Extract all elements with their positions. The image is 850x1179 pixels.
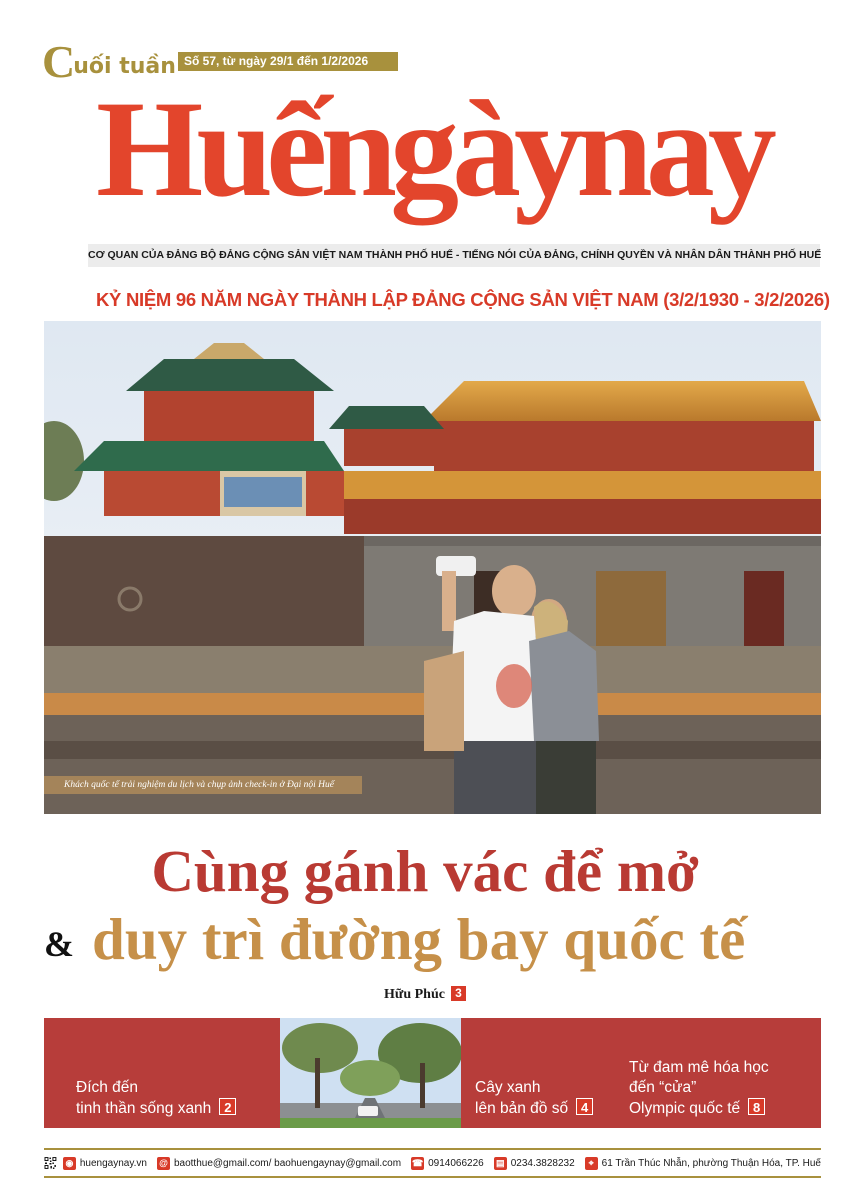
tree-lined-street-image — [280, 1018, 461, 1128]
location-icon: ⌖ — [585, 1157, 598, 1170]
teaser-title-line: đến “cửa” — [629, 1079, 697, 1096]
at-icon: @ — [157, 1157, 170, 1170]
byline — [0, 986, 850, 1004]
footer-divider — [44, 1148, 821, 1150]
phone-number[interactable]: 0914066226 — [428, 1157, 484, 1169]
author-name: Hữu Phúc — [384, 987, 445, 1002]
headline-ampersand: & — [44, 924, 74, 964]
teaser-title-line: Olympic quốc tế — [629, 1100, 741, 1117]
teaser-item[interactable] — [601, 1018, 821, 1128]
teaser-item[interactable] — [44, 1018, 280, 1128]
cover-photo-illustration — [44, 321, 821, 814]
fax-icon: ▤ — [494, 1157, 507, 1170]
globe-icon: ◉ — [63, 1157, 76, 1170]
teaser-photo — [280, 1018, 461, 1128]
photo-caption: Khách quốc tế trải nghiệm du lịch và chụp ảnh check-in ở Đại nội Huế — [44, 776, 362, 794]
cover-photo — [44, 321, 821, 814]
page-badge[interactable]: 3 — [451, 986, 466, 1001]
newspaper-logo: Huếngàynay — [96, 72, 770, 225]
teaser-title-line: Cây xanh — [475, 1079, 541, 1096]
page-badge: 8 — [748, 1098, 765, 1115]
teaser-title-line: tinh thần sống xanh — [76, 1100, 212, 1117]
page-badge: 4 — [576, 1098, 593, 1115]
email-link[interactable]: baotthue@gmail.com/ baohuengaynay@gmail.com — [173, 1157, 402, 1169]
teaser-title-line: lên bản đồ số — [475, 1100, 569, 1117]
phone-icon: ☎ — [411, 1157, 424, 1168]
section-label-initial: C — [42, 36, 76, 87]
teaser-title-line: Đích đến — [76, 1079, 139, 1096]
footer-contact — [44, 1151, 821, 1175]
teaser-title-line: Từ đam mê hóa học — [629, 1059, 769, 1076]
footer-divider — [44, 1176, 821, 1178]
issue-info: Số 57, từ ngày 29/1 đến 1/2/2026 — [178, 52, 398, 71]
headline-line-1: Cùng gánh vác để mở — [151, 838, 699, 904]
teaser-item[interactable] — [461, 1018, 601, 1128]
fax-number[interactable]: 0234.3828232 — [510, 1157, 575, 1169]
address: 61 Trần Thúc Nhẫn, phường Thuận Hóa, TP. Huế — [601, 1157, 821, 1169]
teaser-strip — [44, 1018, 821, 1128]
section-label-text: uối tuần — [73, 54, 176, 79]
page-badge: 2 — [219, 1098, 236, 1115]
anniversary-banner: KỶ NIỆM 96 NĂM NGÀY THÀNH LẬP ĐẢNG CỘNG SẢN VIỆT NAM (3/2/1930 - 3/2/2026) — [96, 289, 830, 310]
headline-line-2: duy trì đường bay quốc tế — [92, 906, 746, 972]
website-link[interactable]: huengaynay.vn — [79, 1157, 147, 1169]
qr-code-icon[interactable] — [44, 1150, 57, 1176]
agency-tagline: CƠ QUAN CỦA ĐẢNG BỘ ĐẢNG CỘNG SẢN VIỆT NAM THÀNH PHỐ HUẾ - TIẾNG NÓI CỦA ĐẢNG, CHÍNH QUYỀN VÀ NHÂN DÂN THÀNH PHỐ HUẾ — [88, 244, 820, 267]
